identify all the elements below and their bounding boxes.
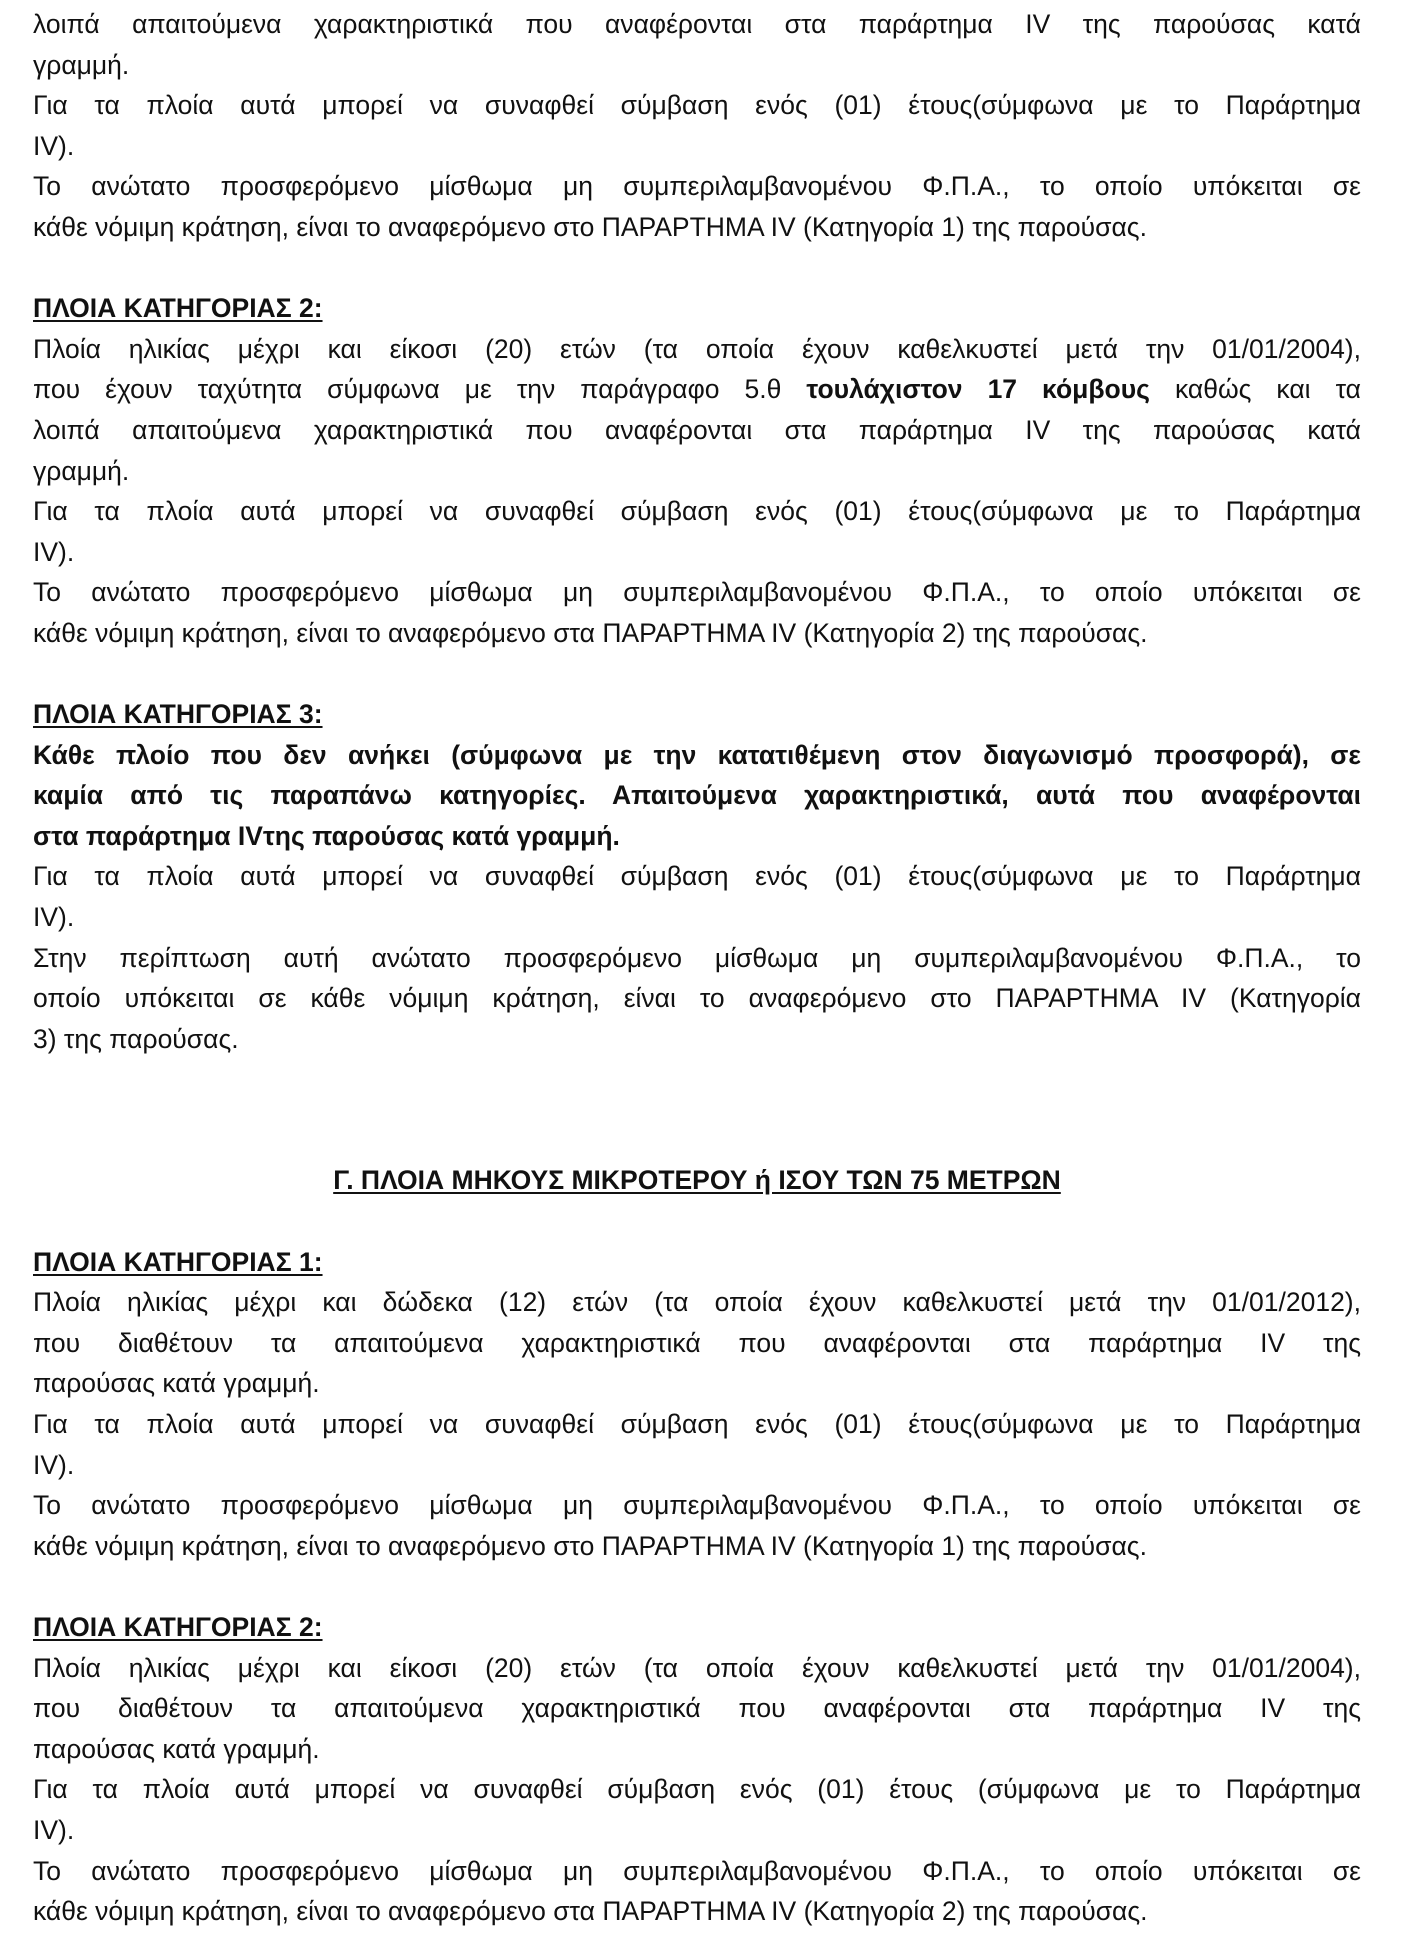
text-line: IV).	[33, 130, 75, 161]
text-line: γραμμή.	[33, 455, 130, 486]
spacer	[33, 1059, 1361, 1160]
spacer	[33, 248, 1361, 289]
text-line: Για τα πλοία αυτά μπορεί να συναφθεί σύμβαση ενός (01) έτους(σύμφωνα με το Παράρτημα	[33, 496, 1361, 527]
bold-text-line: Κάθε πλοίο που δεν ανήκει (σύμφωνα με την κατατιθέμενη στον διαγωνισμό προσφορά), σε	[33, 739, 1361, 770]
bold-text-run: τουλάχιστον 17 κόμβους	[806, 374, 1150, 405]
text-line-mixed	[33, 369, 1361, 410]
text-line: Το ανώτατο προσφερόμενο μίσθωμα μη συμπεριλαμβανομένου Φ.Π.Α., το οποίο υπόκειται σε	[33, 577, 1361, 608]
text-line: Για τα πλοία αυτά μπορεί να συναφθεί σύμβαση ενός (01) έτους (σύμφωνα με το Παράρτημα	[33, 1774, 1361, 1805]
text-run: που έχουν ταχύτητα σύμφωνα με την παράγραφο 5.θ	[33, 374, 807, 405]
text-line: IV).	[33, 902, 75, 933]
block-3	[33, 694, 1361, 1059]
text-line: IV).	[33, 536, 75, 567]
text-line: Πλοία ηλικίας μέχρι και είκοσι (20) ετών (τα οποία έχουν καθελκυστεί μετά την 01/01/2004),	[33, 1652, 1361, 1683]
block-5	[33, 1607, 1361, 1932]
text-line: παρούσας κατά γραμμή.	[33, 1368, 320, 1399]
text-line: Το ανώτατο προσφερόμενο μίσθωμα μη συμπεριλαμβανομένου Φ.Π.Α., το οποίο υπόκειται σε	[33, 171, 1361, 202]
section-heading: ΠΛΟΙΑ ΚΑΤΗΓΟΡΙΑΣ 2:	[33, 1611, 323, 1642]
text-line: που διαθέτουν τα απαιτούμενα χαρακτηριστικά που αναφέρονται στα παράρτημα IV της	[33, 1693, 1361, 1724]
text-line: Πλοία ηλικίας μέχρι και δώδεκα (12) ετών (τα οποία έχουν καθελκυστεί μετά την 01/01/2012),	[33, 1287, 1361, 1318]
block-4	[33, 1242, 1361, 1567]
bold-text-line: καμία από τις παραπάνω κατηγορίες. Απαιτούμενα χαρακτηριστικά, αυτά που αναφέρονται	[33, 780, 1361, 811]
text-line: κάθε νόμιμη κράτηση, είναι το αναφερόμενο στα ΠΑΡΑΡΤΗΜΑ IV (Κατηγορία 2) της παρούσας.	[33, 617, 1148, 648]
spacer	[33, 1201, 1361, 1242]
spacer	[33, 1566, 1361, 1607]
text-line: IV).	[33, 1449, 75, 1480]
spacer	[33, 654, 1361, 695]
text-run: καθώς και τα	[1149, 374, 1361, 405]
block-2	[33, 288, 1361, 653]
text-line: Το ανώτατο προσφερόμενο μίσθωμα μη συμπεριλαμβανομένου Φ.Π.Α., το οποίο υπόκειται σε	[33, 1490, 1361, 1521]
text-line: λοιπά απαιτούμενα χαρακτηριστικά που αναφέρονται στα παράρτημα IV της παρούσας κατά	[33, 414, 1361, 445]
section-title: Γ. ΠΛΟΙΑ ΜΗΚΟΥΣ ΜΙΚΡΟΤΕΡΟΥ ή ΙΣΟΥ ΤΩΝ 75 ΜΕΤΡΩΝ	[333, 1165, 1061, 1196]
text-line: παρούσας κατά γραμμή.	[33, 1733, 320, 1764]
text-line: οποίο υπόκειται σε κάθε νόμιμη κράτηση, είναι το αναφερόμενο στο ΠΑΡΑΡΤΗΜΑ IV (Κατηγορία	[33, 983, 1361, 1014]
text-line: που διαθέτουν τα απαιτούμενα χαρακτηριστικά που αναφέρονται στα παράρτημα IV της	[33, 1327, 1361, 1358]
text-line: Στην περίπτωση αυτή ανώτατο προσφερόμενο μίσθωμα μη συμπεριλαμβανομένου Φ.Π.Α., το	[33, 942, 1361, 973]
text-line: Το ανώτατο προσφερόμενο μίσθωμα μη συμπεριλαμβανομένου Φ.Π.Α., το οποίο υπόκειται σε	[33, 1855, 1361, 1886]
text-line: Για τα πλοία αυτά μπορεί να συναφθεί σύμβαση ενός (01) έτους(σύμφωνα με το Παράρτημα	[33, 90, 1361, 121]
section-heading: ΠΛΟΙΑ ΚΑΤΗΓΟΡΙΑΣ 2:	[33, 293, 323, 324]
document-page	[33, 4, 1361, 1932]
text-line: γραμμή.	[33, 49, 130, 80]
text-line: Για τα πλοία αυτά μπορεί να συναφθεί σύμβαση ενός (01) έτους(σύμφωνα με το Παράρτημα	[33, 861, 1361, 892]
section-heading: ΠΛΟΙΑ ΚΑΤΗΓΟΡΙΑΣ 3:	[33, 699, 323, 730]
text-line: Πλοία ηλικίας μέχρι και είκοσι (20) ετών (τα οποία έχουν καθελκυστεί μετά την 01/01/2004),	[33, 333, 1361, 364]
block-1	[33, 4, 1361, 248]
text-line: κάθε νόμιμη κράτηση, είναι το αναφερόμενο στο ΠΑΡΑΡΤΗΜΑ IV (Κατηγορία 1) της παρούσας.	[33, 211, 1147, 242]
text-line: κάθε νόμιμη κράτηση, είναι το αναφερόμενο στο ΠΑΡΑΡΤΗΜΑ IV (Κατηγορία 1) της παρούσας.	[33, 1530, 1147, 1561]
bold-text-line: στα παράρτημα IVτης παρούσας κατά γραμμή.	[33, 820, 620, 851]
text-line: 3) της παρούσας.	[33, 1023, 239, 1054]
text-line: λοιπά απαιτούμενα χαρακτηριστικά που αναφέρονται στα παράρτημα IV της παρούσας κατά	[33, 9, 1361, 39]
text-line: IV).	[33, 1814, 75, 1845]
text-line: Για τα πλοία αυτά μπορεί να συναφθεί σύμβαση ενός (01) έτους(σύμφωνα με το Παράρτημα	[33, 1409, 1361, 1439]
text-line: κάθε νόμιμη κράτηση, είναι το αναφερόμενο στα ΠΑΡΑΡΤΗΜΑ IV (Κατηγορία 2) της παρούσας.	[33, 1896, 1148, 1927]
section-heading: ΠΛΟΙΑ ΚΑΤΗΓΟΡΙΑΣ 1:	[33, 1246, 323, 1277]
